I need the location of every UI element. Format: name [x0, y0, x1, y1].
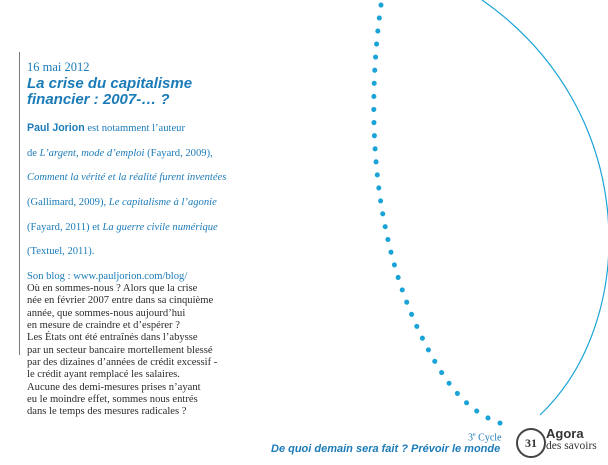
brand-line-1: Agora — [546, 426, 584, 441]
article-date: 16 mai 2012 — [27, 60, 90, 74]
bio-text-2b: (Fayard, 2009), — [144, 147, 213, 159]
cycle-word: Cycle — [475, 432, 502, 444]
article-body: Où en sommes-nous ? Alors que la crise née en février 2007 entre dans sa cinquième année, que sommes-nous aujourd’hui en mesure de craindre et d’espérer ? Les États ont été entraînés dans l’abysse par un secteur bancaire mortellement blessé par des dizaines d’années de crédit excessif - le crédit ayant remplacé les salaires. Aucune des demi-mesures prises n’ayant eu le moindre effet, sommes nous entrés dans le temps des mesures radicales ? — [27, 283, 218, 418]
brand-line-2: des savoirs — [546, 440, 597, 452]
bio-line-6: (Textuel, 2011). — [27, 246, 95, 258]
thin-arc — [482, 0, 608, 415]
article-title — [27, 76, 287, 107]
bio-line-1 — [27, 122, 287, 135]
bio-text-1: est notamment l’auteur — [87, 123, 186, 135]
author-bio — [27, 110, 287, 271]
book-title-2: Comment la vérité et la réalité furent inventées — [27, 172, 227, 184]
title-line-2: financier : 2007-… ? — [27, 90, 170, 108]
book-title-3: Le capitalisme à l’agonie — [108, 197, 217, 209]
author-name: Paul Jorion — [27, 122, 85, 135]
article — [27, 60, 287, 418]
bio-line-2 — [27, 148, 287, 160]
book-title-4: La guerre civile numérique — [102, 221, 218, 233]
bio-line-4 — [27, 197, 287, 209]
cycle-label — [468, 432, 502, 443]
bio-text-2a: de — [27, 147, 40, 159]
book-title-1: L’argent, mode d’emploi — [39, 147, 145, 159]
cycle-number: 3 — [468, 432, 473, 444]
brand-logo — [546, 428, 597, 452]
bio-line-3 — [27, 172, 287, 184]
footer-tagline: De quoi demain sera fait ? Prévoir le monde — [271, 443, 501, 455]
bio-text-4a: (Gallimard, 2009), — [27, 197, 109, 209]
bio-text-5a: (Fayard, 2011) et — [27, 221, 103, 233]
blog-link[interactable]: Son blog : www.pauljorion.com/blog/ — [27, 270, 188, 282]
title-line-1: La crise du capitalisme — [27, 75, 193, 92]
margin-rule — [19, 52, 20, 355]
dotted-arc — [374, 5, 503, 424]
cycle-superscript: e — [473, 432, 476, 438]
bio-line-5 — [27, 222, 287, 234]
page-number: 31 — [516, 428, 546, 458]
